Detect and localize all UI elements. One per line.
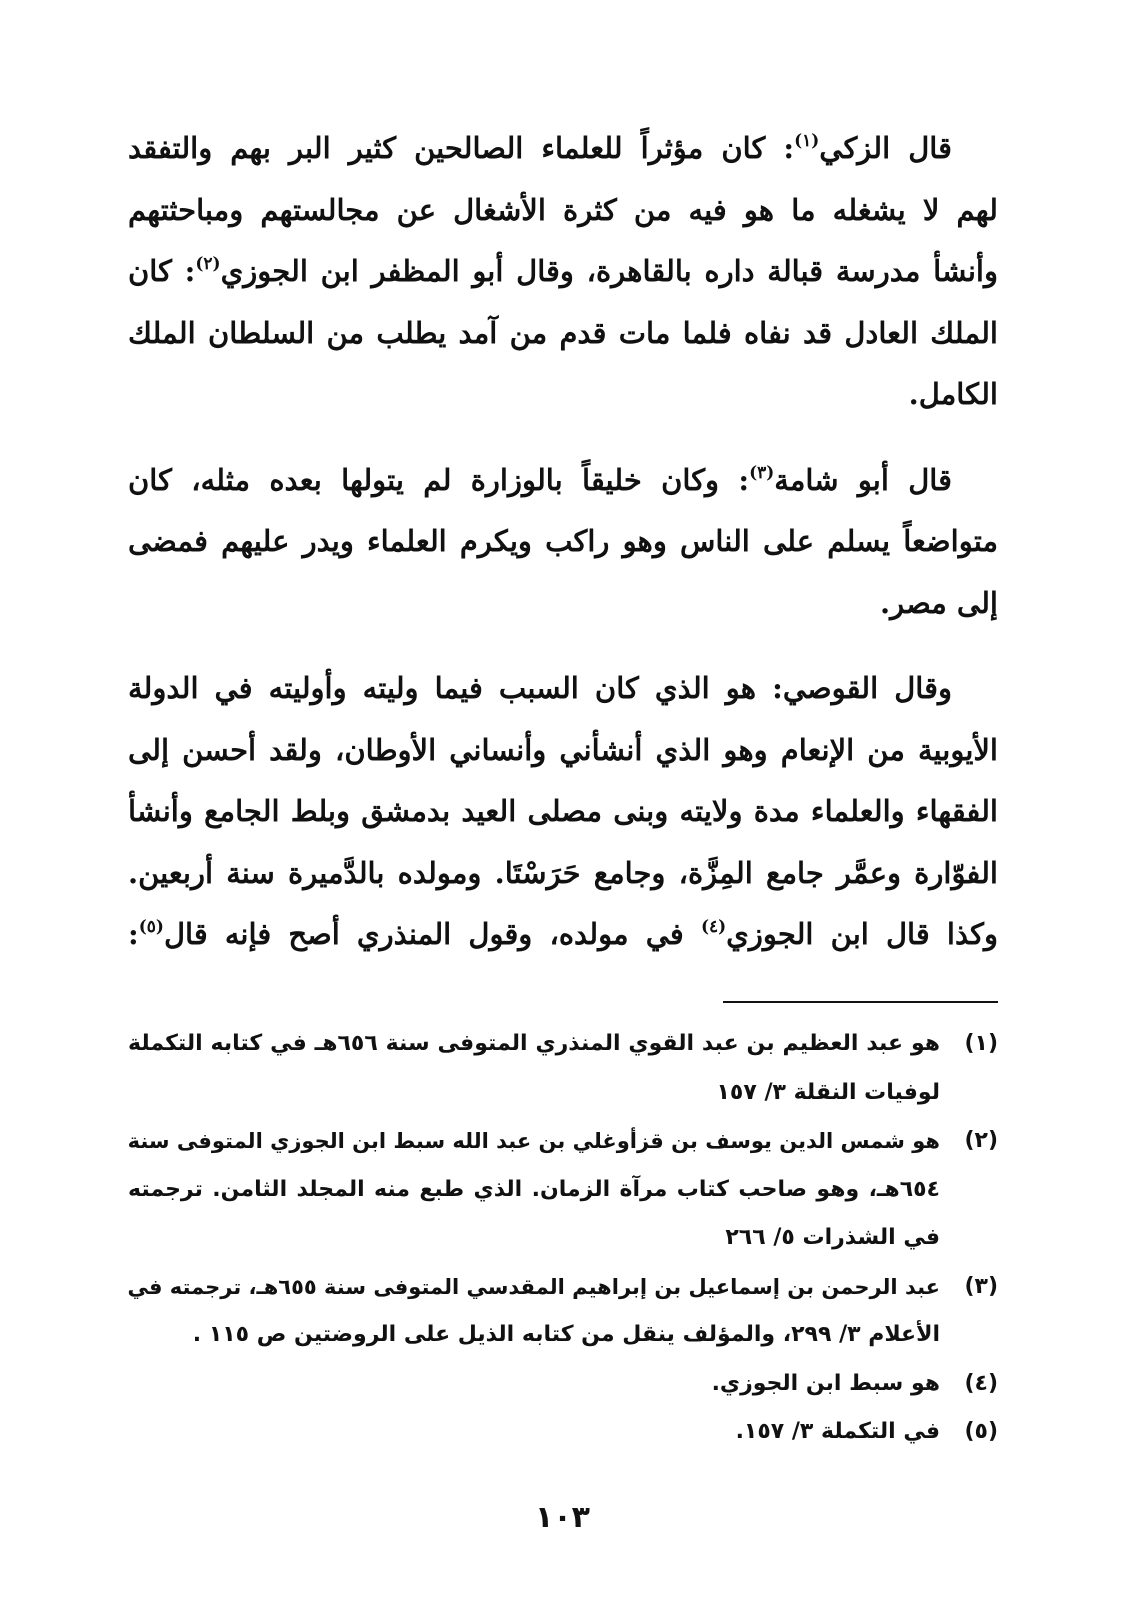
footnote-line: ٦٥٤هـ، وهو صاحب كتاب مرآة الزمان. الذي طبع منه المجلد الثامن. ترجمته <box>128 1176 940 1202</box>
footnote-number: (٤) <box>964 1370 998 1396</box>
paragraph-3 <box>128 658 998 966</box>
footnotes <box>128 1020 998 1457</box>
text-segment: وكذا قال ابن الجوزي <box>726 917 998 951</box>
footnote <box>128 1117 998 1263</box>
footnote-ref[interactable]: (٣) <box>749 462 775 483</box>
footnote-line: لوفيات النقلة ٣/ ١٥٧ <box>716 1079 940 1105</box>
page-number: ١٠٣ <box>535 1500 590 1535</box>
text-line: لهم لا يشغله ما هو فيه من كثرة الأشغال عن مجالستهم ومباحثتهم <box>128 192 998 227</box>
text-line: وقال القوصي: هو الذي كان السبب فيما وليته وأوليته في الدولة <box>128 671 952 705</box>
footnote-line: هو عبد العظيم بن عبد القوي المنذري المتوفى سنة ٦٥٦هـ في كتابه التكملة <box>128 1031 940 1056</box>
footnote-line: هو سبط ابن الجوزي. <box>711 1370 940 1396</box>
text-line <box>128 904 998 966</box>
footnote-ref[interactable]: (٥) <box>138 917 164 937</box>
footnote-ref[interactable]: (٢) <box>195 254 221 274</box>
footnote-number: (٥) <box>964 1419 998 1444</box>
footnote-line: في التكملة ٣/ ١٥٧. <box>735 1419 940 1444</box>
footnote-line: في الشذرات ٥/ ٢٦٦ <box>725 1225 940 1250</box>
footnote <box>128 1408 998 1457</box>
footnote-line: هو شمس الدين يوسف بن قزأوغلي بن عبد الله سبط ابن الجوزي المتوفى سنة <box>127 1129 940 1153</box>
footnote-number: (٢) <box>964 1128 998 1153</box>
text-line <box>128 118 998 180</box>
text-line <box>128 450 998 512</box>
text-segment: قال أبو شامة <box>774 462 953 497</box>
paragraph-2 <box>128 450 998 635</box>
text-segment: : <box>128 917 139 951</box>
text-line: الفوّارة وعمَّر جامع المِزَّة، وجامع حَرَسْتَا. ومولده بالدَّميرة سنة أربعين. <box>128 855 998 890</box>
footnote <box>128 1020 998 1117</box>
footnote <box>128 1263 998 1360</box>
text-segment: : كان <box>128 254 196 288</box>
footnote-line: عبد الرحمن بن إسماعيل بن إبراهيم المقدسي المتوفى سنة ٦٥٥هـ، ترجمته في <box>127 1274 940 1299</box>
text-line: إلى مصر. <box>880 585 998 620</box>
main-text <box>128 112 998 966</box>
text-line: الكامل. <box>908 377 998 411</box>
text-segment: في مولده، وقول المنذري أصح فإنه قال <box>163 917 701 951</box>
paragraph-1 <box>128 118 998 426</box>
text-segment: : كان مؤثراً للعلماء الصالحين كثير البر بهم والتفقد <box>128 131 795 165</box>
text-segment: قال الزكي <box>819 131 952 165</box>
footnote-number: (١) <box>964 1031 998 1056</box>
text-segment: وأنشأ مدرسة قبالة داره بالقاهرة، وقال أبو المظفر ابن الجوزي <box>220 254 998 288</box>
footnote-ref[interactable]: (١) <box>794 131 820 151</box>
text-line: الفقهاء والعلماء مدة ولايته وبنى مصلى العيد بدمشق وبلط الجامع وأنشأ <box>128 794 998 828</box>
footnote-line: الأعلام ٣/ ٢٩٩، والمؤلف ينقل من كتابه الذيل على الروضتين ص ١١٥ . <box>192 1322 940 1347</box>
text-line: متواضعاً يسلم على الناس وهو راكب ويكرم العلماء ويدر عليهم فمضى <box>128 524 998 558</box>
footnote-ref[interactable]: (٤) <box>700 917 727 937</box>
footnote-divider <box>723 1001 998 1003</box>
text-line: الملك العادل قد نفاه فلما مات قدم من آمد يطلب من السلطان الملك <box>128 315 998 350</box>
text-line: الأيوبية من الإنعام وهو الذي أنشأني وأنساني الأوطان، ولقد أحسن إلى <box>128 732 998 767</box>
text-segment: : وكان خليقاً بالوزارة لم يتولها بعده مثله، كان <box>128 462 750 497</box>
footnote <box>128 1360 998 1409</box>
footnote-number: (٣) <box>964 1273 998 1299</box>
text-line <box>128 241 998 303</box>
